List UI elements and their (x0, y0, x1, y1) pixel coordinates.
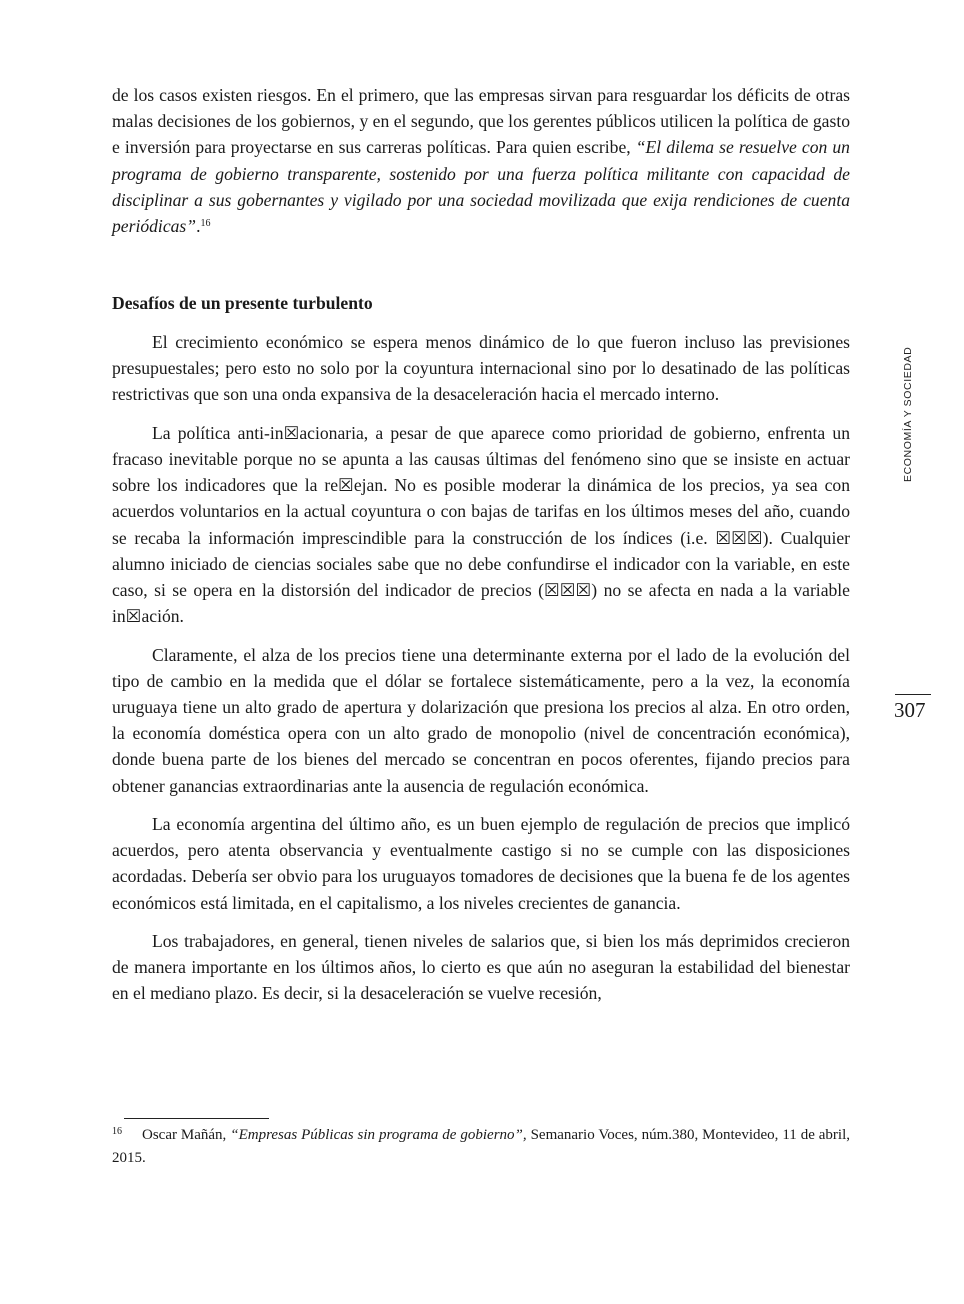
running-section-label: ECONOMÍA Y SOCIEDAD (902, 346, 914, 482)
intro-text: de los casos existen riesgos. En el primero, que las empresas sirvan para resguardar los déficits de otras malas decisiones de los gobiernos, y en el segundo, que los gerentes públicos utilicen la política de gasto e inversión para proyectarse en sus carreras políticas. Para quien escribe, (112, 85, 850, 158)
intro-paragraph (112, 82, 850, 239)
section-heading: Desafíos de un presente turbulento (112, 293, 373, 313)
page-number-rule (895, 694, 931, 695)
intro-quote: “El dilema se resuelve con un programa de gobierno transparente, sostenido por una fuerza política militante con capacidad de disciplinar a sus gobernantes y vigilado por una sociedad movilizada que exija rendiciones de cuenta periódicas” (112, 137, 850, 237)
footnote-details: Semanario Voces, núm.380, Montevideo, 11 de abril, 2015. (112, 1127, 851, 1166)
footnote-divider (124, 1118, 269, 1119)
footnote: 16 Oscar Mañán, “Empresas Públicas sin programa de gobierno”, Semanario Voces, núm.380, Montevideo, 11 de abril, 2015. (112, 1126, 851, 1166)
body-paragraph: La política anti-in☒acionaria, a pesar de que aparece como prioridad de gobierno, enfrenta un fracaso inevitable porque no se apunta a las causas últimas del fenómeno sino que se insiste en actuar sobre los indicadores que la re☒ejan. No es posible moderar la dinámica de los precios, ya sea con acuerdos voluntarios en la actual coyuntura o con bajas de tarifas en los últimos meses del año, cuando se recaba la información imprescindible para la construcción de los índices (i.e. ☒☒☒). Cualquier alumno iniciado de ciencias sociales sabe que no debe confundirse el indicador con la variable, en este caso, si se opera en la distorsión del indicador de precios (☒☒☒) no se afecta en nada a la variable in☒ación. (112, 422, 850, 627)
body-paragraph: La economía argentina del último año, es un buen ejemplo de regulación de precios que implicó acuerdos, pero atenta observancia y eventualmente castigo si no se cumple con las disposiciones acordadas. Debería ser obvio para los uruguayos tomadores de decisiones que la buena fe de los agentes económicos está limitada, en el capitalismo, a los niveles crecientes de ganancia. (112, 814, 850, 913)
body-paragraph: Los trabajadores, en general, tienen niveles de salarios que, si bien los más deprimidos crecieron de manera importante en los últimos años, lo cierto es que aún no aseguran la estabilidad del bienestar en el mediano plazo. Es decir, si la desaceleración se vuelve recesión, (112, 931, 850, 1004)
body-paragraph: Claramente, el alza de los precios tiene una determinante externa por el lado de la evolución del tipo de cambio en la medida que el dólar se fortalece sistemáticamente, pero a la vez, la economía uruguaya tiene un alto grado de apertura y dolarización que presiona los precios al alza. En otro orden, la economía doméstica opera con un alto grado de monopolio (nivel de concentración económica), donde buena parte de los bienes del mercado se concentran en pocos oferentes, fijando precios para obtener ganancias extraordinarias ante la ausencia de regulación económica. (112, 644, 850, 796)
footnote-reference[interactable]: 16 (200, 218, 211, 230)
body-paragraph: El crecimiento económico se espera menos dinámico de lo que fueron incluso las previsiones presupuestales; pero esto no solo por la coyuntura internacional sino por lo desatinado de las políticas restrictivas que son una onda expansiva de la desaceleración hacia el mercado interno. (112, 332, 850, 405)
footnote-author: Oscar Mañán, (142, 1127, 231, 1143)
section-body (112, 329, 850, 1019)
page-number: 307 (894, 698, 926, 722)
footnote-title: “Empresas Públicas sin programa de gobierno”, (230, 1127, 527, 1143)
intro-end: . (196, 216, 201, 237)
